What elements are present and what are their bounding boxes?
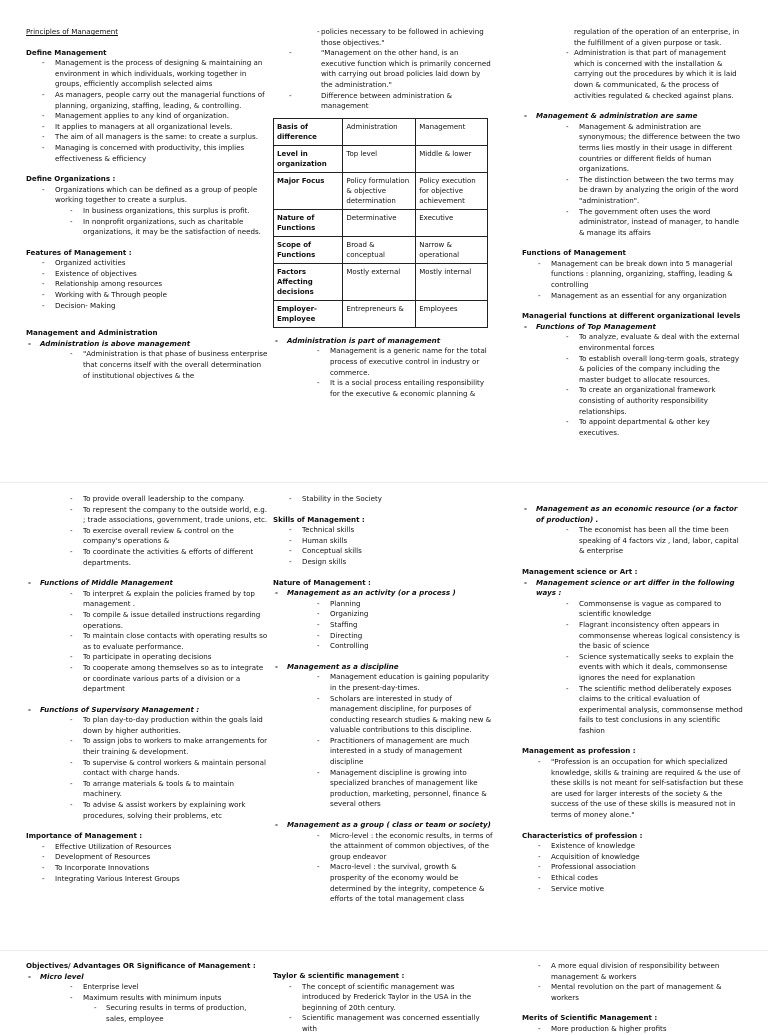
list-item: - Conceptual skills [273, 546, 493, 557]
list-item: - Service motive [522, 884, 744, 895]
table-row [274, 236, 488, 263]
list-item: - Mental revolution on the part of management & workers [522, 982, 744, 1003]
define-management-heading: Define Management [26, 47, 107, 57]
page2-column-1 [26, 494, 268, 884]
list-item: - In nonprofit organizations, such as charitable organizations, it may be the satisfaction of needs. [26, 217, 268, 238]
table-cell: Narrow & operational [416, 236, 488, 263]
list-item: - Management applies to any kind of organization. [26, 111, 268, 122]
list-item: - Controlling [273, 641, 493, 652]
list-item: - Staffing [273, 620, 493, 631]
table-row [274, 263, 488, 300]
list-item: - Organizing [273, 609, 493, 620]
micro-level-heading: - Micro level [26, 972, 268, 983]
list-item: - To assign jobs to workers to make arrangements for their training & development. [26, 736, 268, 757]
list-item: - Acquisition of knowledge [522, 852, 744, 863]
functions-heading: Functions of Management [522, 248, 626, 258]
page3-column-1 [26, 961, 268, 1025]
list-item: - Securing results in terms of production, sales, employee [26, 1003, 268, 1024]
page-divider [0, 950, 768, 951]
features-heading: Features of Management : [26, 247, 132, 257]
page3-column-3 [522, 961, 744, 1035]
list-item: - It is a social process entailing responsibility for the executive & economic planning & [273, 378, 493, 399]
comparison-table [273, 118, 488, 328]
list-item: - To appoint departmental & other key executives. [522, 417, 744, 438]
table-cell: Nature of Functions [274, 209, 343, 236]
table-cell: Employer-Employee [274, 300, 343, 327]
list-item: - Management is the process of designing & maintaining an environment in which individuals, working together in groups, efficiently accomplish selected aims [26, 58, 268, 90]
list-item: - Ethical codes [522, 873, 744, 884]
list-item: - The distinction between the two terms may be drawn by analyzing the origin of the word "administration". [522, 175, 744, 207]
list-item: - As managers, people carry out the managerial functions of planning, organizing, staffing, leading, & controlling. [26, 90, 268, 111]
list-item: - To participate in operating decisions [26, 652, 268, 663]
group-heading: - Management as a group ( class or team or society) [273, 820, 493, 831]
science-art-heading: Management science or Art : [522, 566, 638, 576]
list-item: - Management & administration are synonymous; the difference between the two terms lies mostly in their usage in different countries or different fields of human organizations. [522, 122, 744, 175]
list-item: - Management as an essential for any organization [522, 291, 744, 302]
list-item: - The scientific method deliberately exposes claims to the critical evaluation of experimental analysis, commonsense method fails to test conclusions in any scientific fashion [522, 684, 744, 737]
table-cell: Management [416, 118, 488, 145]
table-row [274, 209, 488, 236]
table-cell: Scope of Functions [274, 236, 343, 263]
table-header-row [274, 118, 488, 145]
list-item: - Managing is concerned with productivity, this implies effectiveness & efficiency [26, 143, 268, 164]
list-item: - To arrange materials & tools & to maintain machinery. [26, 779, 268, 800]
table-cell: Mostly external [343, 263, 416, 300]
page-3 [0, 952, 768, 1033]
table-cell: Determinative [343, 209, 416, 236]
table-cell: Middle & lower [416, 145, 488, 172]
list-item: - Practitioners of management are much interested in a study of management discipline [273, 736, 493, 768]
list-item: - Science systematically seeks to explain the events with which it deals, commonsense ignores the need for explanation [522, 652, 744, 684]
list-item: - More production & higher profits [522, 1024, 744, 1035]
economic-resource-heading: - Management as an economic resource (or a factor of production) . [522, 504, 744, 525]
list-item: - Existence of knowledge [522, 841, 744, 852]
list-item: - Existence of objectives [26, 269, 268, 280]
page3-column-2 [273, 971, 493, 1035]
list-item: - To Incorporate Innovations [26, 863, 268, 874]
same-heading: - Management & administration are same [522, 111, 744, 122]
list-item: - To exercise overall review & control on the company's operations & [26, 526, 268, 547]
table-cell: Mostly internal [416, 263, 488, 300]
list-item: - Organizations which can be defined as a group of people working together to create a surplus. [26, 185, 268, 206]
list-item: - "Profession is an occupation for which specialized knowledge, skills & training are required & the use of these skills is not meant for self-satisfaction but these are used for larger interests of the society & the success of the use of these skills is measured not in terms of money alone." [522, 757, 744, 821]
table-cell: Basis of difference [274, 118, 343, 145]
page-2 [0, 484, 768, 964]
taylor-heading: Taylor & scientific management : [273, 971, 405, 980]
list-item: - Working with & Through people [26, 290, 268, 301]
table-cell: Top level [343, 145, 416, 172]
page1-column-2 [273, 27, 493, 399]
list-item: - Human skills [273, 536, 493, 547]
list-item: - Decision- Making [26, 301, 268, 312]
list-item: - "Administration is that phase of business enterprise that concerns itself with the overall determination of institutional objectives & the [26, 349, 268, 381]
table-cell: Policy formulation & objective determination [343, 172, 416, 209]
list-item: - It applies to managers at all organizational levels. [26, 122, 268, 133]
top-management-heading: - Functions of Top Management [522, 322, 744, 333]
list-item: - policies necessary to be followed in achieving those objectives." [273, 27, 493, 48]
list-item: - The government often uses the word administrator, instead of manager, to handle & manage its affairs [522, 207, 744, 239]
importance-heading: Importance of Management : [26, 831, 143, 841]
admin-above-heading: - Administration is above management [26, 339, 268, 350]
table-cell: Major Focus [274, 172, 343, 209]
list-item: - Scientific management was concerned essentially with [273, 1013, 493, 1034]
list-item: - Management can be break down into 5 managerial functions : planning, organizing, staffing, leading & controlling [522, 259, 744, 291]
list-item: - Integrating Various Interest Groups [26, 874, 268, 885]
define-organizations-heading: Define Organizations : [26, 174, 116, 184]
table-row [274, 300, 488, 327]
page-divider [0, 482, 768, 483]
nature-heading: Nature of Management : [273, 577, 371, 587]
list-item: - Professional association [522, 862, 744, 873]
define-management-list [26, 58, 268, 164]
list-item: - Difference between administration & management [273, 91, 493, 112]
list-item: - To represent the company to the outside world, e.g. ; trade associations, government, trade unions, etc. [26, 505, 268, 526]
list-item: - A more equal division of responsibility between management & workers [522, 961, 744, 982]
table-cell: Broad & conceptual [343, 236, 416, 263]
characteristics-heading: Characteristics of profession : [522, 830, 643, 840]
list-item: - To coordinate the activities & efforts of different departments. [26, 547, 268, 568]
page1-column-1 [26, 27, 268, 381]
list-item: - Management discipline is growing into specialized branches of management like production, marketing, personnel, finance & several others [273, 768, 493, 810]
table-cell: Administration [343, 118, 416, 145]
list-item: - To interpret & explain the policies framed by top management . [26, 589, 268, 610]
list-item: - To maintain close contacts with operating results so as to evaluate performance. [26, 631, 268, 652]
page1-column-3 [522, 27, 744, 438]
merits-heading: Merits of Scientific Management : [522, 1013, 658, 1023]
page2-column-2 [273, 494, 493, 905]
table-row [274, 145, 488, 172]
list-item: - Enterprise level [26, 982, 268, 993]
page2-column-3 [522, 504, 744, 894]
list-item: - Development of Resources [26, 852, 268, 863]
list-item: - To establish overall long-term goals, strategy & policies of the company including the master budget to allocate resources. [522, 354, 744, 386]
list-item: - Administration is that part of management which is concerned with the installation & carrying out the procedures by which it is laid down & communicated, & the process of activities regulated & checked against plans. [522, 48, 744, 101]
list-item: - Relationship among resources [26, 279, 268, 290]
list-item: - Planning [273, 599, 493, 610]
list-item: - Scholars are interested in study of management discipline, for purposes of conducting research studies & making new & valuable contributions to this discipline. [273, 694, 493, 736]
list-item: - Effective Utilization of Resources [26, 842, 268, 853]
list-item: - Micro-level : the economic results, in terms of the attainment of common objectives, of the group endeavor [273, 831, 493, 863]
list-item: - To advise & assist workers by explaining work procedures, solving their problems, etc [26, 800, 268, 821]
list-item: regulation of the operation of an enterprise, in the fulfillment of a given purpose or task. [574, 27, 740, 47]
list-item: - Technical skills [273, 525, 493, 536]
list-item: - Stability in the Society [273, 494, 493, 505]
document-title: Principles of Management [26, 27, 119, 36]
page-1 [0, 0, 768, 480]
list-item: - Maximum results with minimum inputs [26, 993, 268, 1004]
discipline-heading: - Management as a discipline [273, 662, 493, 673]
table-cell: Entrepreneurs & [343, 300, 416, 327]
list-item: - To provide overall leadership to the company. [26, 494, 268, 505]
list-item: - To cooperate among themselves so as to integrate or coordinate various parts of a division or a department [26, 663, 268, 695]
activity-heading: - Management as an activity (or a process ) [273, 588, 493, 599]
list-item: - Flagrant inconsistency often appears in commonsense whereas logical consistency is the basic of science [522, 620, 744, 652]
list-item: - Management is a generic name for the total process of executive control in industry or commerce. [273, 346, 493, 378]
list-item: - To compile & issue detailed instructions regarding operations. [26, 610, 268, 631]
list-item: - In business organizations, this surplus is profit. [26, 206, 268, 217]
list-item: - To plan day-to-day production within the goals laid down by higher authorities. [26, 715, 268, 736]
list-item: - Macro-level : the survival, growth & prosperity of the economy would be determined by the integrity, competence & efforts of the total management class [273, 862, 493, 904]
profession-heading: Management as profession : [522, 746, 636, 756]
management-administration-heading: Management and Administration [26, 328, 158, 338]
table-cell: Policy execution for objective achievement [416, 172, 488, 209]
list-item: - The concept of scientific management was introduced by Frederick Taylor in the USA in the beginning of 20th century. [273, 982, 493, 1014]
table-cell: Factors Affecting decisions [274, 263, 343, 300]
list-item: - To create an organizational framework consisting of authority responsibility relationships. [522, 385, 744, 417]
list-item: - The aim of all managers is the same: to create a surplus. [26, 132, 268, 143]
list-item: - Design skills [273, 557, 493, 568]
objectives-heading: Objectives/ Advantages OR Significance of Management : [26, 961, 256, 970]
list-item: - Directing [273, 631, 493, 642]
list-item: - "Management on the other hand, is an executive function which is primarily concerned with carrying out broad policies laid down by the administration." [273, 48, 493, 90]
list-item: - Organized activities [26, 258, 268, 269]
list-item: - Management education is gaining popularity in the present-day-times. [273, 672, 493, 693]
list-item: - To supervise & control workers & maintain personal contact with charge hands. [26, 758, 268, 779]
table-cell: Executive [416, 209, 488, 236]
admin-part-heading: - Administration is part of management [273, 336, 493, 347]
define-organizations-list [26, 185, 268, 238]
science-art-subheading: - Management science or art differ in the following ways : [522, 578, 744, 599]
table-cell: Level in organization [274, 145, 343, 172]
supervisory-management-heading: - Functions of Supervisory Management : [26, 705, 268, 716]
list-item: - To analyze, evaluate & deal with the external environmental forces [522, 332, 744, 353]
levels-heading: Managerial functions at different organizational levels [522, 311, 741, 321]
features-list [26, 258, 268, 311]
list-item: - Commonsense is vague as compared to scientific knowledge [522, 599, 744, 620]
list-item: - The economist has been all the time been speaking of 4 factors viz , land, labor, capital & enterprise [522, 525, 744, 557]
table-row [274, 172, 488, 209]
skills-heading: Skills of Management : [273, 514, 365, 524]
middle-management-heading: - Functions of Middle Management [26, 578, 268, 589]
table-cell: Employees [416, 300, 488, 327]
